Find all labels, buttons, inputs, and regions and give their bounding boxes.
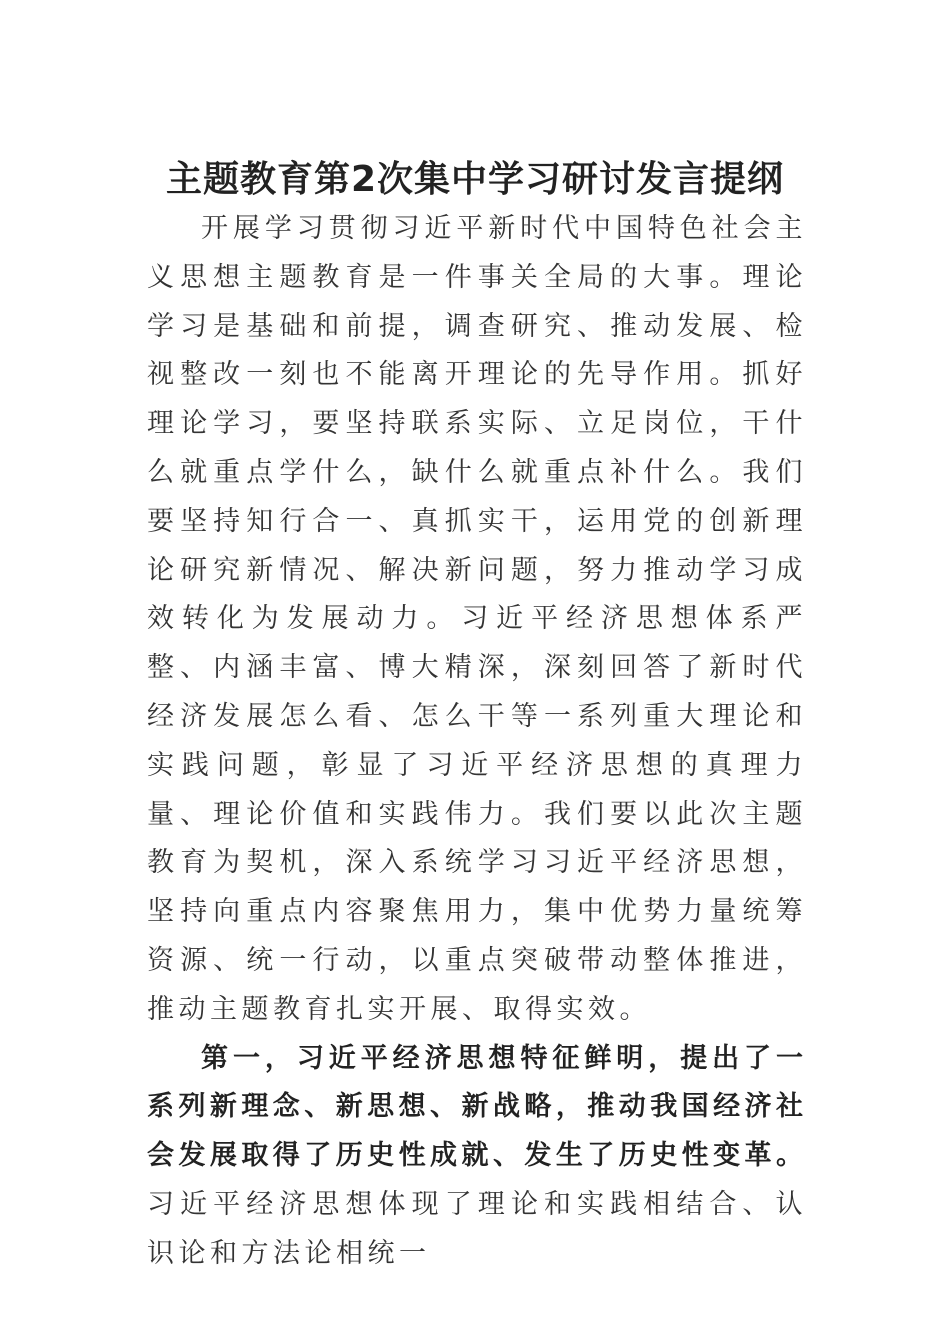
paragraph-text: 习近平经济思想体现了理论和实践相结合、认识论和方法论相统一 (147, 1188, 807, 1269)
paragraph-intro (147, 205, 807, 1035)
paragraph-lead: 第一，习近平经济思想特征鲜明，提出了一系列新理念、新思想、新战略，推动我国经济社会发展取得了历史性成就、发生了历史性变革。 (147, 1042, 807, 1172)
paragraph-text: 开展学习贯彻习近平新时代中国特色社会主义思想主题教育是一件事关全局的大事。理论学习是基础和前提，调查研究、推动发展、检视整改一刻也不能离开理论的先导作用。抓好理论学习，要坚持联系实际、立足岗位，干什么就重点学什么，缺什么就重点补什么。我们要坚持知行合一、真抓实干，运用党的创新理论研究新情况、解决新问题，努力推动学习成效转化为发展动力。习近平经济思想体系严整、内涵丰富、博大精深，深刻回答了新时代经济发展怎么看、怎么干等一系列重大理论和实践问题，彰显了习近平经济思想的真理力量、理论价值和实践伟力。我们要以此次主题教育为契机，深入系统学习习近平经济思想，坚持向重点内容聚焦用力，集中优势力量统筹资源、统一行动，以重点突破带动整体推进，推动主题教育扎实开展、取得实效。 (147, 213, 807, 1025)
document-title: 主题教育第2次集中学习研讨发言提纲 (165, 159, 785, 200)
document-body (147, 205, 807, 1279)
paragraph-point-one (147, 1035, 807, 1279)
